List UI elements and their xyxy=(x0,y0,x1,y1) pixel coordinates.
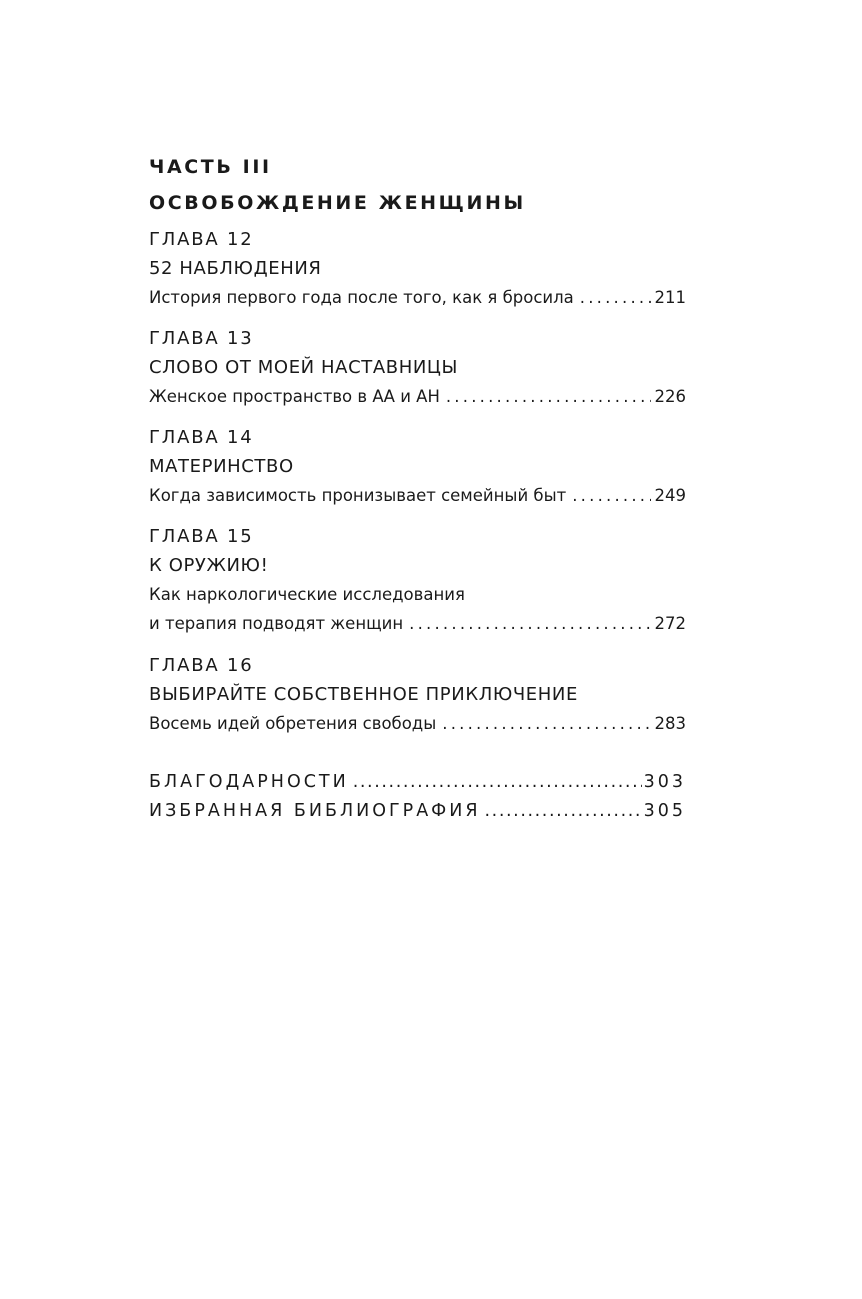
chapter-number: ГЛАВА 12 xyxy=(149,229,254,250)
toc-entry-acknowledgements[interactable] xyxy=(149,768,686,797)
chapter-subtitle: Когда зависимость пронизывает семейный быт xyxy=(149,486,567,505)
toc-entry[interactable] xyxy=(149,481,686,510)
back-matter-title: ИЗБРАННАЯ БИБЛИОГРАФИЯ xyxy=(149,801,481,821)
chapter-number: ГЛАВА 15 xyxy=(149,526,254,547)
chapter-title: К ОРУЖИЮ! xyxy=(149,555,269,576)
toc-entry[interactable] xyxy=(149,609,686,638)
toc-chapter-12 xyxy=(149,225,686,312)
page-number: 272 xyxy=(654,614,686,633)
chapter-subtitle: и терапия подводят женщин xyxy=(149,614,404,633)
chapter-number: ГЛАВА 14 xyxy=(149,427,254,448)
part-title: ОСВОБОЖДЕНИЕ ЖЕНЩИНЫ xyxy=(149,192,526,214)
part-label: ЧАСТЬ III xyxy=(149,156,272,178)
chapter-subtitle-line-1: Как наркологические исследования xyxy=(149,585,465,604)
chapter-title: 52 НАБЛЮДЕНИЯ xyxy=(149,258,322,279)
toc-entry[interactable] xyxy=(149,709,686,738)
toc-chapter-15 xyxy=(149,522,686,638)
dot-leader xyxy=(442,709,650,738)
page-number: 211 xyxy=(654,288,686,307)
page-number: 303 xyxy=(643,772,686,792)
toc-chapter-16 xyxy=(149,651,686,738)
toc-chapter-13 xyxy=(149,324,686,411)
chapter-number: ГЛАВА 13 xyxy=(149,328,254,349)
toc-entry-bibliography[interactable] xyxy=(149,797,686,826)
page-number: 226 xyxy=(654,387,686,406)
chapter-number: ГЛАВА 16 xyxy=(149,655,254,676)
toc-chapter-14 xyxy=(149,423,686,510)
chapter-subtitle: История первого года после того, как я бросила xyxy=(149,288,574,307)
dot-leader xyxy=(485,797,642,826)
page-number: 249 xyxy=(654,486,686,505)
toc-entry[interactable] xyxy=(149,382,686,411)
dot-leader xyxy=(446,382,651,411)
chapter-title: ВЫБИРАЙТЕ СОБСТВЕННОЕ ПРИКЛЮЧЕНИЕ xyxy=(149,684,578,705)
chapter-subtitle: Женское пространство в АА и АН xyxy=(149,387,440,406)
dot-leader xyxy=(572,481,650,510)
dot-leader xyxy=(580,283,651,312)
chapter-title: МАТЕРИНСТВО xyxy=(149,456,294,477)
dot-leader xyxy=(409,609,650,638)
page-number: 305 xyxy=(643,801,686,821)
toc-back-matter xyxy=(149,768,686,826)
back-matter-title: БЛАГОДАРНОСТИ xyxy=(149,772,349,792)
chapter-subtitle: Восемь идей обретения свободы xyxy=(149,714,437,733)
dot-leader xyxy=(353,768,642,797)
page-number: 283 xyxy=(654,714,686,733)
chapter-title: СЛОВО ОТ МОЕЙ НАСТАВНИЦЫ xyxy=(149,357,458,378)
toc-entry[interactable] xyxy=(149,283,686,312)
